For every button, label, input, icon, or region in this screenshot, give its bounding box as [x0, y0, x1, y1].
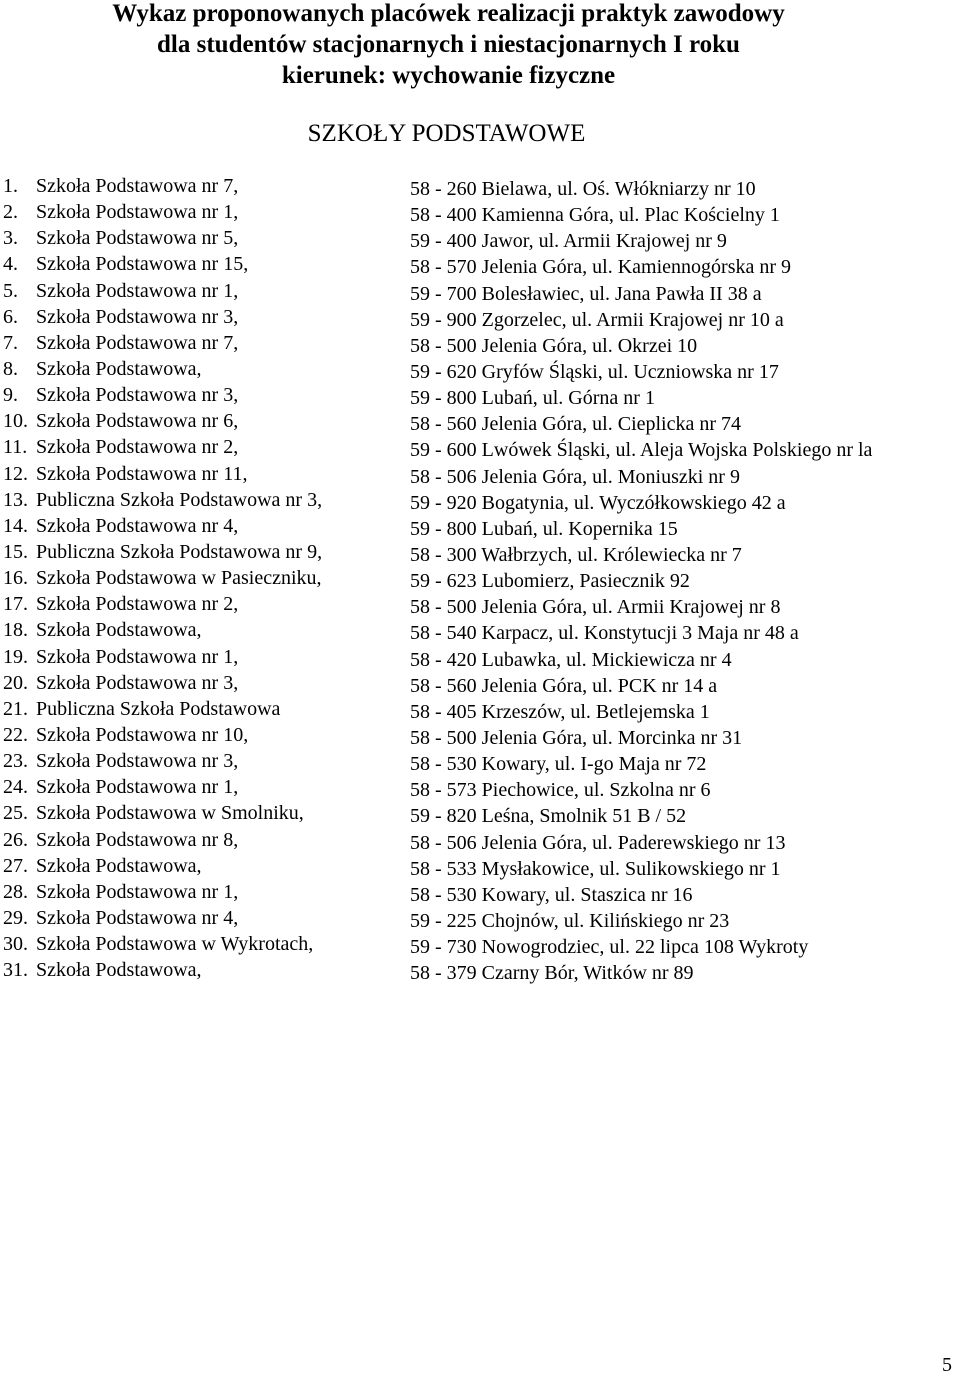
school-name-item: [3, 330, 322, 356]
school-name-item: [3, 487, 322, 513]
school-address: 59 - 730 Nowogrodziec, ul. 22 lipca 108 Wykroty: [410, 936, 809, 959]
school-name: Szkoła Podstawowa nr 4,: [36, 906, 239, 929]
school-name: Szkoła Podstawowa nr 7,: [36, 175, 239, 197]
school-name-item: [3, 356, 322, 382]
school-name: Szkoła Podstawowa nr 1,: [36, 880, 239, 903]
school-name: Szkoła Podstawowa nr 11,: [36, 462, 248, 485]
school-name: Szkoła Podstawowa nr 6,: [36, 410, 239, 433]
school-address: 58 - 300 Wałbrzych, ul. Królewiecka nr 7: [410, 543, 742, 566]
school-name: Szkoła Podstawowa,: [36, 357, 202, 380]
school-address: 58 - 506 Jelenia Góra, ul. Moniuszki nr 9: [410, 465, 740, 488]
school-address: 58 - 570 Jelenia Góra, ul. Kamiennogórska nr 9: [410, 256, 792, 279]
item-number: 22.: [3, 723, 28, 746]
school-name-item: [3, 278, 322, 304]
school-address: 58 - 530 Kowary, ul. Staszica nr 16: [410, 883, 693, 906]
school-name-item: [3, 199, 322, 225]
school-name-item: [3, 251, 322, 277]
item-number: 8.: [3, 357, 18, 380]
school-name: Szkoła Podstawowa nr 8,: [36, 828, 239, 851]
school-address: 58 - 400 Kamienna Góra, ul. Plac Kościelny 1: [410, 204, 780, 227]
title-line: kierunek: wychowanie fizyczne: [281, 62, 616, 89]
school-name-item: [3, 591, 322, 617]
item-number: 26.: [3, 828, 28, 851]
school-name: Szkoła Podstawowa,: [36, 619, 202, 642]
school-name: Szkoła Podstawowa nr 1,: [36, 279, 239, 302]
school-name: Szkoła Podstawowa w Pasieczniku,: [36, 567, 322, 590]
school-address: 58 - 500 Jelenia Góra, ul. Okrzei 10: [410, 334, 698, 357]
item-number: 11.: [3, 436, 28, 459]
school-name-item: [3, 879, 322, 905]
item-number: 3.: [3, 227, 18, 250]
item-number: 2.: [3, 201, 18, 224]
school-name: Szkoła Podstawowa nr 1,: [36, 201, 239, 224]
school-address: 58 - 405 Krzeszów, ul. Betlejemska 1: [410, 700, 710, 723]
school-name-item: [3, 774, 322, 800]
school-name-item: [3, 539, 322, 565]
school-name: Szkoła Podstawowa nr 1,: [36, 645, 239, 668]
item-number: 10.: [3, 410, 28, 433]
school-name: Publiczna Szkoła Podstawowa: [36, 697, 281, 720]
item-number: 7.: [3, 331, 18, 354]
item-number: 13.: [3, 488, 28, 511]
school-name: Szkoła Podstawowa w Smolniku,: [36, 802, 304, 825]
school-address: 58 - 560 Jelenia Góra, ul. PCK nr 14 a: [410, 674, 718, 697]
school-name-item: [3, 617, 322, 643]
school-name: Publiczna Szkoła Podstawowa nr 9,: [36, 540, 323, 563]
school-name-item: [3, 827, 322, 853]
school-name-item: [3, 513, 322, 539]
school-name: Szkoła Podstawowa nr 2,: [36, 593, 239, 616]
school-address: 58 - 500 Jelenia Góra, ul. Morcinka nr 31: [410, 726, 743, 749]
school-address: 59 - 900 Zgorzelec, ul. Armii Krajowej nr 10 a: [410, 308, 784, 331]
item-number: 23.: [3, 750, 28, 773]
school-address: 58 - 540 Karpacz, ul. Konstytucji 3 Maja nr 48 a: [410, 622, 799, 645]
school-name-item: [3, 957, 322, 983]
school-address: 58 - 506 Jelenia Góra, ul. Paderewskiego nr 13: [410, 831, 786, 854]
school-address: 59 - 800 Lubań, ul. Górna nr 1: [410, 387, 655, 410]
item-number: 9.: [3, 384, 18, 407]
school-address: 58 - 560 Jelenia Góra, ul. Cieplicka nr 74: [410, 413, 742, 436]
item-number: 21.: [3, 697, 28, 720]
school-address: 58 - 533 Mysłakowice, ul. Sulikowskiego nr 1: [410, 857, 781, 880]
school-name: Szkoła Podstawowa w Wykrotach,: [36, 933, 314, 956]
school-name: Szkoła Podstawowa nr 10,: [36, 723, 249, 746]
school-name-item: [3, 565, 322, 591]
school-address: 59 - 700 Bolesławiec, ul. Jana Pawła II 38 a: [410, 282, 762, 305]
school-name-item: [3, 905, 322, 931]
item-number: 5.: [3, 279, 18, 302]
school-address: 58 - 500 Jelenia Góra, ul. Armii Krajowej nr 8: [410, 596, 781, 619]
school-name: Szkoła Podstawowa nr 5,: [36, 227, 239, 250]
school-name-item: [3, 748, 322, 774]
item-number: 30.: [3, 933, 28, 956]
item-number: 19.: [3, 645, 28, 668]
school-name-item: [3, 696, 322, 722]
school-name-item: [3, 644, 322, 670]
school-address: 58 - 573 Piechowice, ul. Szkolna nr 6: [410, 779, 711, 802]
school-address: 58 - 379 Czarny Bór, Witków nr 89: [410, 962, 694, 985]
item-number: 1.: [3, 175, 18, 197]
school-name-item: [3, 382, 322, 408]
school-address: 59 - 800 Lubań, ul. Kopernika 15: [410, 517, 678, 540]
school-name: Szkoła Podstawowa nr 3,: [36, 384, 239, 407]
item-number: 27.: [3, 854, 28, 877]
school-name: Szkoła Podstawowa nr 1,: [36, 776, 239, 799]
school-name: Szkoła Podstawowa,: [36, 959, 202, 982]
school-name-item: [3, 408, 322, 434]
school-address: 59 - 623 Lubomierz, Pasiecznik 92: [410, 570, 690, 593]
school-addresses-list: [410, 176, 872, 986]
school-address: 59 - 820 Leśna, Smolnik 51 B / 52: [410, 805, 687, 828]
school-address: 59 - 600 Lwówek Śląski, ul. Aleja Wojska Polskiego nr la: [410, 439, 873, 462]
school-name-item: [3, 304, 322, 330]
school-name: Szkoła Podstawowa nr 4,: [36, 514, 239, 537]
page-number: 5: [942, 1354, 952, 1376]
school-name-item: [3, 461, 322, 487]
school-address: 59 - 400 Jawor, ul. Armii Krajowej nr 9: [410, 230, 727, 253]
school-name: Szkoła Podstawowa nr 3,: [36, 305, 239, 328]
school-name: Publiczna Szkoła Podstawowa nr 3,: [36, 488, 323, 511]
school-address: 59 - 225 Chojnów, ul. Kilińskiego nr 23: [410, 909, 730, 932]
section-heading: SZKOŁY PODSTAWOWE: [307, 120, 586, 147]
school-name-item: [3, 434, 322, 460]
school-name: Szkoła Podstawowa nr 7,: [36, 331, 239, 354]
item-number: 29.: [3, 906, 28, 929]
document-title: [0, 0, 897, 91]
item-number: 16.: [3, 567, 28, 590]
item-number: 6.: [3, 305, 18, 328]
school-address: 59 - 920 Bogatynia, ul. Wyczółkowskiego 42 a: [410, 491, 786, 514]
school-name-item: [3, 722, 322, 748]
school-names-list: [3, 173, 322, 983]
title-line: Wykaz proponowanych placówek realizacji praktyk zawodowy: [112, 0, 785, 27]
item-number: 17.: [3, 593, 28, 616]
school-name: Szkoła Podstawowa nr 3,: [36, 671, 239, 694]
school-name-item: [3, 670, 322, 696]
item-number: 4.: [3, 253, 18, 276]
item-number: 24.: [3, 776, 28, 799]
school-name-item: [3, 800, 322, 826]
school-address: 58 - 260 Bielawa, ul. Oś. Włókniarzy nr 10: [410, 178, 756, 200]
school-address: 59 - 620 Gryfów Śląski, ul. Uczniowska nr 17: [410, 360, 779, 383]
school-name-item: [3, 853, 322, 879]
item-number: 25.: [3, 802, 28, 825]
item-number: 15.: [3, 540, 28, 563]
item-number: 12.: [3, 462, 28, 485]
school-name: Szkoła Podstawowa nr 2,: [36, 436, 239, 459]
school-name-item: [3, 225, 322, 251]
school-name-item: [3, 931, 322, 957]
item-number: 14.: [3, 514, 28, 537]
item-number: 20.: [3, 671, 28, 694]
school-name: Szkoła Podstawowa nr 15,: [36, 253, 249, 276]
item-number: 28.: [3, 880, 28, 903]
school-name: Szkoła Podstawowa,: [36, 854, 202, 877]
item-number: 31.: [3, 959, 28, 982]
title-line: dla studentów stacjonarnych i niestacjonarnych I roku: [157, 31, 740, 58]
school-name: Szkoła Podstawowa nr 3,: [36, 750, 239, 773]
school-address: 58 - 420 Lubawka, ul. Mickiewicza nr 4: [410, 648, 732, 671]
item-number: 18.: [3, 619, 28, 642]
school-name-item: [3, 173, 322, 199]
school-address: 58 - 530 Kowary, ul. I-go Maja nr 72: [410, 753, 707, 776]
